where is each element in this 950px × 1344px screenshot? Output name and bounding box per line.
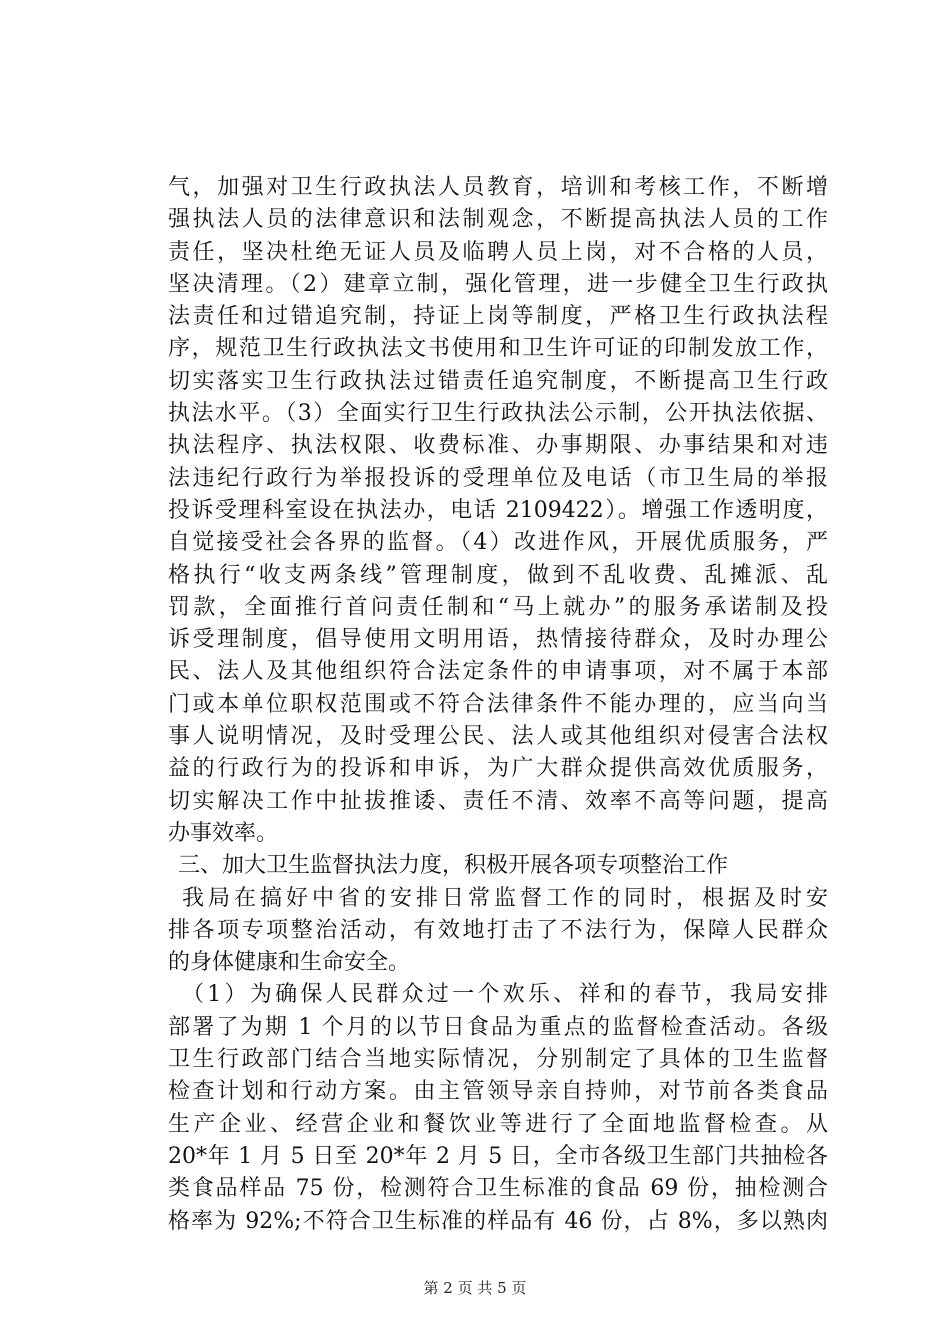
text-line: 罚款，全面推行首问责任制和“马上就办”的服务承诺制及投 [168, 594, 828, 620]
text-line: 执法水平。（3）全面实行卫生行政执法公示制，公开执法依据、 [168, 401, 828, 427]
text-line: 格执行“收支两条线”管理制度，做到不乱收费、乱摊派、乱 [168, 562, 828, 588]
text-line: 益的行政行为的投诉和申诉，为广大群众提供高效优质服务， [168, 756, 828, 782]
text-line: 切实解决工作中扯拔推诿、责任不清、效率不高等问题，提高 [168, 788, 828, 814]
text-line: 投诉受理科室设在执法办，电话 2109422）。增强工作透明度， [168, 497, 828, 523]
document-body [168, 172, 828, 1238]
text-line: 序，规范卫生行政执法文书使用和卫生许可证的印制发放工作， [168, 336, 828, 362]
text-line: 办事效率。 [168, 820, 279, 846]
text-line: 坚决清理。（2）建章立制，强化管理，进一步健全卫生行政执 [168, 271, 828, 297]
text-line: 排各项专项整治活动，有效地打击了不法行为，保障人民群众 [168, 917, 828, 943]
text-line: 部署了为期 1 个月的以节日食品为重点的监督检查活动。各级 [168, 1014, 828, 1040]
text-line: 生产企业、经营企业和餐饮业等进行了全面地监督检查。从 [168, 1111, 828, 1137]
text-line: 法责任和过错追究制，持证上岗等制度，严格卫生行政执法程 [168, 304, 828, 330]
text-line: 20*年 1 月 5 日至 20*年 2 月 5 日，全市各级卫生部门共抽检各 [168, 1143, 828, 1169]
text-line: 门或本单位职权范围或不符合法律条件不能办理的，应当向当 [168, 691, 828, 717]
page-number-footer: 第 2 页 共 5 页 [423, 1279, 527, 1297]
text-line: 民、法人及其他组织符合法定条件的申请事项，对不属于本部 [168, 659, 828, 685]
text-line: （1）为确保人民群众过一个欢乐、祥和的春节，我局安排 [182, 982, 828, 1008]
text-line: 法违纪行政行为举报投诉的受理单位及电话（市卫生局的举报 [168, 465, 828, 491]
text-line: 类食品样品 75 份，检测符合卫生标准的食品 69 份，抽检测合 [168, 1176, 828, 1202]
text-line: 我局在搞好中省的安排日常监督工作的同时，根据及时安 [182, 885, 828, 911]
text-line: 执法程序、执法权限、收费标准、办事期限、办事结果和对违 [168, 433, 828, 459]
text-line: 事人说明情况，及时受理公民、法人或其他组织对侵害合法权 [168, 724, 828, 750]
text-line: 气，加强对卫生行政执法人员教育，培训和考核工作，不断增 [168, 175, 828, 200]
text-line: 诉受理制度，倡导使用文明用语，热情接待群众，及时办理公 [168, 627, 828, 653]
text-line: 的身体健康和生命安全。 [168, 950, 411, 976]
text-line: 自觉接受社会各界的监督。（4）改进作风，开展优质服务，严 [168, 530, 828, 556]
text-line: 卫生行政部门结合当地实际情况，分别制定了具体的卫生监督 [168, 1047, 828, 1073]
text-line: 切实落实卫生行政执法过错责任追究制度，不断提高卫生行政 [168, 368, 828, 394]
text-line: 强执法人员的法律意识和法制观念，不断提高执法人员的工作 [168, 207, 828, 233]
text-line: 格率为 92%;不符合卫生标准的样品有 46 份，占 8%，多以熟肉 [168, 1208, 828, 1234]
text-line: 检查计划和行动方案。由主管领导亲自持帅，对节前各类食品 [168, 1079, 828, 1105]
text-line: 责任，坚决杜绝无证人员及临聘人员上岗，对不合格的人员， [168, 239, 828, 265]
section-heading: 三、加大卫生监督执法力度，积极开展各项专项整治工作 [178, 853, 729, 879]
